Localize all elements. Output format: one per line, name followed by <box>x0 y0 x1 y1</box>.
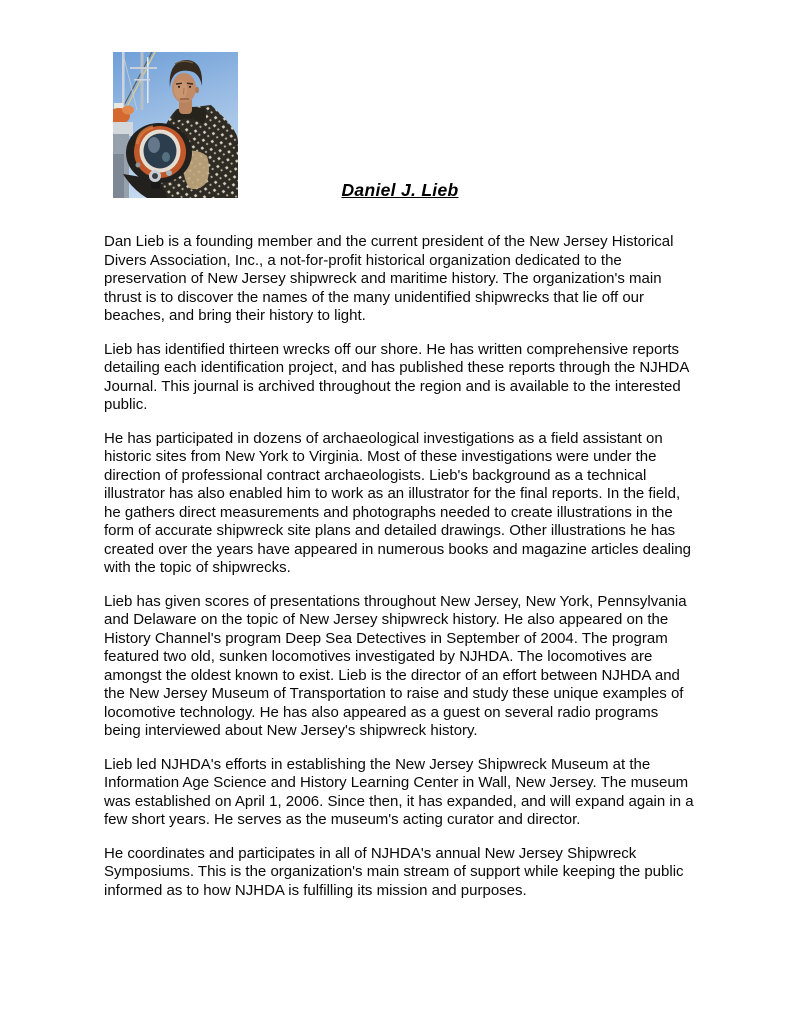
diver-photo-illustration <box>113 52 238 198</box>
portrait-photo <box>113 52 238 198</box>
bio-paragraph-2: Lieb has identified thirteen wrecks off our shore. He has written comprehensive reports detailing each identification project, and has published these reports through the NJHDA Journal. This journal is archived throughout the region and is available to the interested public. <box>104 340 689 413</box>
bio-paragraph-5: Lieb led NJHDA's efforts in establishing the New Jersey Shipwreck Museum at the Information Age Science and History Learning Center in Wall, New Jersey. The museum was established on April 1, 2006. Since then, it has expanded, and will expand again in a few short years. He serves as the museum's acting curator and director. <box>104 755 694 828</box>
bio-paragraph-1: Dan Lieb is a founding member and the current president of the New Jersey Historical Divers Association, Inc., a not-for-profit historical organization dedicated to the preservation of New Jersey shipwreck and maritime history. The organization's main thrust is to discover the names of the many unidentified shipwrecks that lie off our beaches, and bring their history to light. <box>104 233 674 324</box>
bio-paragraph-3: He has participated in dozens of archaeological investigations as a field assistant on historic sites from New York to Virginia. Most of these investigations were under the direction of professional contract archaeologists. Lieb's background as a technical illustrator has also enabled him to work as an illustrator for the final reports. In the field, he gathers direct measurements and photographs needed to create illustrations in the form of accurate shipwreck site plans and detailed drawings. Other illustrations he has created over the years have appeared in numerous books and magazine articles dealing with the topic of shipwrecks. <box>104 429 692 576</box>
page-title: Daniel J. Lieb <box>341 180 459 200</box>
bio-paragraph-6: He coordinates and participates in all of NJHDA's annual New Jersey Shipwreck Symposiums. This is the organization's main stream of support while keeping the public informed as to how NJHDA is fulfilling its mission and purposes. <box>104 844 684 899</box>
biography-text <box>104 233 696 915</box>
bio-paragraph-4: Lieb has given scores of presentations throughout New Jersey, New York, Pennsylvania and Delaware on the topic of New Jersey shipwreck history. He also appeared on the History Channel's program Deep Sea Detectives in September of 2004. The program featured two old, sunken locomotives investigated by NJHDA. The locomotives are amongst the oldest known to exist. Lieb is the director of an effort between NJHDA and the New Jersey Museum of Transportation to raise and study these unique examples of locomotive technology. He has also appeared as a guest on several radio programs being interviewed about New Jersey's shipwreck history. <box>104 592 687 739</box>
